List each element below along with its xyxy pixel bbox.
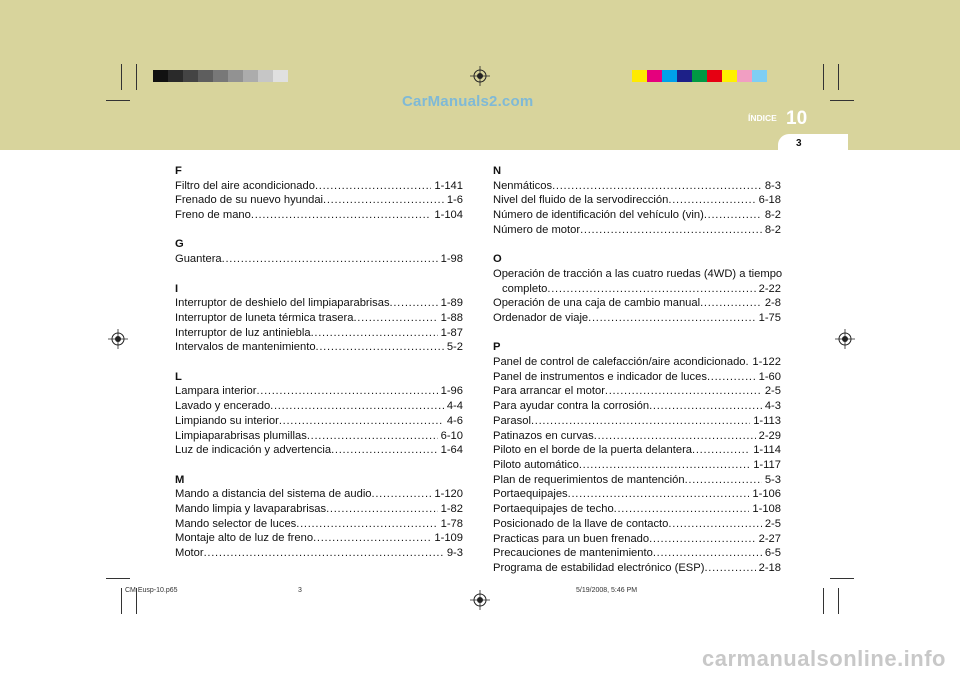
index-entry: [493, 208, 781, 223]
dot-leader: [256, 384, 437, 399]
dot-leader: [579, 458, 750, 473]
index-entry: [493, 458, 781, 473]
crop-mark: [823, 588, 824, 614]
entry-text: Lavado y encerado: [175, 400, 271, 413]
index-entry: [175, 414, 463, 429]
entry-text: Operación de tracción a las cuatro ruedas (4WD) a tiempo: [493, 267, 783, 280]
section-letter: O: [493, 253, 502, 266]
dot-leader: [222, 252, 438, 267]
entry-text: Guantera: [175, 253, 222, 266]
dot-leader: [704, 208, 762, 223]
index-entry: [493, 223, 781, 238]
entry-text: Montaje alto de luz de freno: [175, 532, 314, 545]
entry-page: 1-6: [446, 194, 463, 207]
index-entry: [175, 429, 463, 444]
index-entry: [175, 311, 463, 326]
entry-page: 4-4: [446, 400, 463, 413]
entry-page: 1-141: [434, 179, 463, 192]
entry-page: 8-2: [764, 209, 781, 222]
entry-text: Ordenador de viaje: [493, 311, 589, 324]
entry-text: Luz de indicación y advertencia: [175, 444, 332, 457]
entry-page: 1-109: [434, 532, 463, 545]
calibration-swatch: [722, 70, 737, 82]
footer-timestamp: 5/19/2008, 5:46 PM: [576, 587, 638, 594]
dot-leader: [251, 208, 432, 223]
index-entry: [175, 326, 463, 341]
calibration-swatch: [198, 70, 213, 82]
index-entry: [493, 443, 781, 458]
calibration-swatch: [213, 70, 228, 82]
dot-leader: [580, 223, 762, 238]
dot-leader: [653, 546, 762, 561]
entry-text: Nivel del fluido de la servodirección: [493, 194, 669, 207]
crop-mark: [121, 64, 122, 90]
dot-leader: [605, 384, 762, 399]
entry-page: 1-104: [434, 209, 463, 222]
entry-text: Programa de estabilidad electrónico (ESP): [493, 561, 705, 574]
entry-text: Panel de control de calefacción/aire acondicionado: [493, 356, 746, 369]
entry-page: 2-22: [758, 282, 781, 295]
index-entry: [175, 296, 463, 311]
calibration-swatch: [677, 70, 692, 82]
calibration-swatch: [273, 70, 288, 82]
calibration-swatch: [662, 70, 677, 82]
entry-page: 1-60: [758, 370, 781, 383]
registration-mark-icon: [470, 590, 490, 610]
registration-mark-icon: [835, 329, 855, 349]
index-entry: [493, 296, 781, 311]
index-section: [175, 164, 463, 223]
index-entry: [493, 355, 781, 370]
entry-page: 1-87: [440, 326, 463, 339]
index-entry: [493, 429, 781, 444]
entry-page: 1-117: [753, 458, 781, 471]
entry-text: Panel de instrumentos e indicador de luces: [493, 370, 707, 383]
entry-text: Interruptor de luneta térmica trasera: [175, 311, 354, 324]
entry-text: Motor: [175, 547, 204, 560]
entry-page: 1-122: [752, 356, 781, 369]
index-entry: [175, 531, 463, 546]
entry-page: 6-5: [764, 547, 781, 560]
entry-text: Portaequipajes: [493, 488, 568, 501]
section-letter: N: [493, 165, 502, 177]
entry-page: 6-10: [440, 429, 463, 442]
crop-mark: [838, 64, 839, 90]
entry-text: Intervalos de mantenimiento: [175, 341, 316, 354]
chapter-number: 10: [786, 108, 808, 129]
index-entry: [493, 414, 781, 429]
entry-text: Precauciones de mantenimiento: [493, 547, 653, 560]
entry-text: Piloto en el borde de la puerta delantera: [493, 444, 693, 457]
index-entry: [175, 487, 463, 502]
index-section: [493, 252, 781, 326]
entry-page: 1-88: [440, 311, 463, 324]
dot-leader: [307, 429, 438, 444]
entry-text: Piloto automático: [493, 458, 579, 471]
calibration-swatch: [692, 70, 707, 82]
dot-leader: [313, 531, 431, 546]
dot-leader: [316, 340, 444, 355]
dot-leader: [692, 443, 750, 458]
index-section: [175, 237, 463, 266]
entry-page: 5-2: [446, 341, 463, 354]
entry-page: 2-18: [758, 561, 781, 574]
dot-leader: [279, 414, 444, 429]
dot-leader: [331, 443, 437, 458]
entry-text: Mando selector de luces: [175, 517, 297, 530]
section-letter: G: [175, 238, 184, 251]
entry-page: 1-78: [440, 517, 463, 530]
entry-text: Mando a distancia del sistema de audio: [175, 488, 372, 501]
registration-mark-icon: [108, 329, 128, 349]
site-watermark: carmanualsonline.info: [702, 646, 946, 671]
entry-page: 1-106: [752, 488, 781, 501]
entry-text: Limpiando su interior: [175, 414, 279, 427]
entry-page: 1-98: [440, 253, 463, 266]
index-entry: [493, 370, 781, 385]
calibration-swatch: [258, 70, 273, 82]
index-entry: [493, 546, 781, 561]
crop-mark: [121, 588, 122, 614]
section-letter: F: [175, 165, 182, 177]
entry-page: 4-3: [764, 400, 781, 413]
crop-mark: [830, 578, 854, 579]
footer-filename: CM Eusp-10.p65: [125, 587, 178, 594]
calibration-swatch: [183, 70, 198, 82]
index-entry: [175, 502, 463, 517]
index-entry: [175, 252, 463, 267]
dot-leader: [323, 193, 444, 208]
index-entry: [493, 487, 781, 502]
index-entry: [493, 282, 781, 297]
entry-text: Frenado de su nuevo hyundai: [175, 194, 324, 207]
index-entry: [493, 502, 781, 517]
calibration-swatch: [737, 70, 752, 82]
dot-leader: [372, 487, 432, 502]
entry-page: 1-89: [440, 297, 463, 310]
entry-page: 9-3: [446, 547, 463, 560]
dot-leader: [315, 179, 431, 194]
entry-page: 6-18: [758, 194, 781, 207]
entry-page: 1-75: [758, 311, 781, 324]
entry-text: Para arrancar el motor: [493, 385, 605, 398]
entry-text: Practicas para un buen frenado: [493, 532, 650, 545]
grayscale-calibration-bar: [153, 70, 288, 82]
chapter-label: ÍNDICE: [748, 113, 777, 123]
entry-text: Mando limpia y lavaparabrisas: [175, 503, 327, 516]
dot-leader: [568, 487, 750, 502]
dot-leader: [668, 193, 755, 208]
entry-text: Limpiaparabrisas plumillas: [175, 429, 307, 442]
index-entry: [175, 208, 463, 223]
dot-leader: [707, 370, 756, 385]
index-entry: [175, 179, 463, 194]
entry-page: 2-5: [764, 517, 781, 530]
crop-mark: [106, 578, 130, 579]
entry-text: Lampara interior: [175, 385, 257, 398]
dot-leader: [270, 399, 444, 414]
entry-page: 1-96: [440, 385, 463, 398]
index-entry: [175, 443, 463, 458]
entry-text: Nenmáticos: [493, 179, 553, 192]
index-entry: [493, 517, 781, 532]
index-entry: [175, 384, 463, 399]
registration-mark-icon: [470, 66, 490, 86]
entry-page: 2-5: [764, 385, 781, 398]
entry-page: 8-3: [764, 179, 781, 192]
section-letter: M: [175, 473, 185, 486]
entry-page: 8-2: [764, 223, 781, 236]
index-entry: [493, 473, 781, 488]
page-number-tab: [778, 134, 848, 156]
entry-text: Interruptor de deshielo del limpiaparabrisas: [175, 297, 390, 310]
index-section: [175, 473, 463, 561]
entry-text: Operación de una caja de cambio manual: [493, 297, 701, 310]
section-letter: P: [493, 341, 501, 354]
dot-leader: [704, 561, 755, 576]
entry-page: 1-64: [440, 444, 463, 457]
index-column-right: [493, 164, 781, 590]
dot-leader: [614, 502, 750, 517]
index-entry: [175, 546, 463, 561]
footer-page: 3: [298, 587, 302, 594]
dot-leader: [668, 517, 761, 532]
calibration-swatch: [153, 70, 168, 82]
dot-leader: [296, 517, 437, 532]
entry-text: Número de motor: [493, 223, 581, 236]
crop-mark: [838, 588, 839, 614]
entry-text: Portaequipajes de techo: [493, 503, 614, 516]
entry-text: Posicionado de la llave de contacto: [493, 517, 669, 530]
dot-leader: [353, 311, 437, 326]
entry-text: Número de identificación del vehículo (vin): [493, 209, 704, 222]
index-section: [493, 164, 781, 238]
dot-leader: [326, 502, 437, 517]
dot-leader: [547, 282, 755, 297]
calibration-swatch: [707, 70, 722, 82]
dot-leader: [685, 473, 762, 488]
entry-page: 1-113: [753, 414, 781, 427]
dot-leader: [390, 296, 438, 311]
entry-text: Parasol: [493, 414, 531, 427]
index-entry: [175, 399, 463, 414]
entry-page: 1-114: [753, 444, 781, 457]
crop-mark: [830, 100, 854, 101]
entry-page: 1-82: [440, 503, 463, 516]
entry-text: Para ayudar contra la corrosión: [493, 400, 650, 413]
entry-page: 4-6: [446, 414, 463, 427]
crop-mark: [823, 64, 824, 90]
index-entry: [175, 193, 463, 208]
dot-leader: [649, 532, 755, 547]
dot-leader: [649, 399, 762, 414]
entry-text: Filtro del aire acondicionado: [175, 179, 315, 192]
dot-leader: [204, 546, 444, 561]
calibration-swatch: [647, 70, 662, 82]
color-calibration-bar: [632, 70, 767, 82]
index-entry: [493, 384, 781, 399]
dot-leader: [700, 296, 762, 311]
index-entry: [493, 532, 781, 547]
entry-page: 1-120: [434, 488, 463, 501]
index-entry: [175, 517, 463, 532]
index-column-left: [175, 164, 463, 576]
calibration-swatch: [632, 70, 647, 82]
entry-text: Patinazos en curvas: [493, 429, 594, 442]
calibration-swatch: [243, 70, 258, 82]
calibration-swatch: [752, 70, 767, 82]
section-letter: L: [175, 370, 182, 383]
index-entry: [493, 267, 781, 282]
page-number: 3: [796, 138, 802, 149]
index-entry: [493, 561, 781, 576]
index-entry: [493, 179, 781, 194]
index-entry: [493, 399, 781, 414]
calibration-swatch: [168, 70, 183, 82]
crop-mark: [106, 100, 130, 101]
entry-page: 2-8: [764, 297, 781, 310]
entry-page: 5-3: [764, 473, 781, 486]
index-section: [175, 282, 463, 356]
index-entry: [493, 193, 781, 208]
calibration-swatch: [228, 70, 243, 82]
entry-text: Freno de mano: [175, 209, 251, 222]
index-entry: [175, 340, 463, 355]
entry-page: 1-108: [752, 503, 781, 516]
index-section: [175, 370, 463, 458]
dot-leader: [594, 429, 756, 444]
dot-leader: [311, 326, 438, 341]
section-letter: I: [175, 282, 179, 295]
dot-leader: [588, 311, 755, 326]
dot-leader: [531, 414, 750, 429]
index-entry: [493, 311, 781, 326]
watermark-text: CarManuals2.com: [402, 93, 534, 110]
entry-text: Plan de requerimientos de mantención: [493, 473, 685, 486]
entry-page: 2-27: [758, 532, 781, 545]
dot-leader: [552, 179, 762, 194]
entry-text: completo: [502, 282, 548, 295]
index-section: [493, 340, 781, 575]
entry-page: 2-29: [758, 429, 781, 442]
entry-text: Interruptor de luz antiniebla: [175, 326, 311, 339]
crop-mark: [136, 64, 137, 90]
